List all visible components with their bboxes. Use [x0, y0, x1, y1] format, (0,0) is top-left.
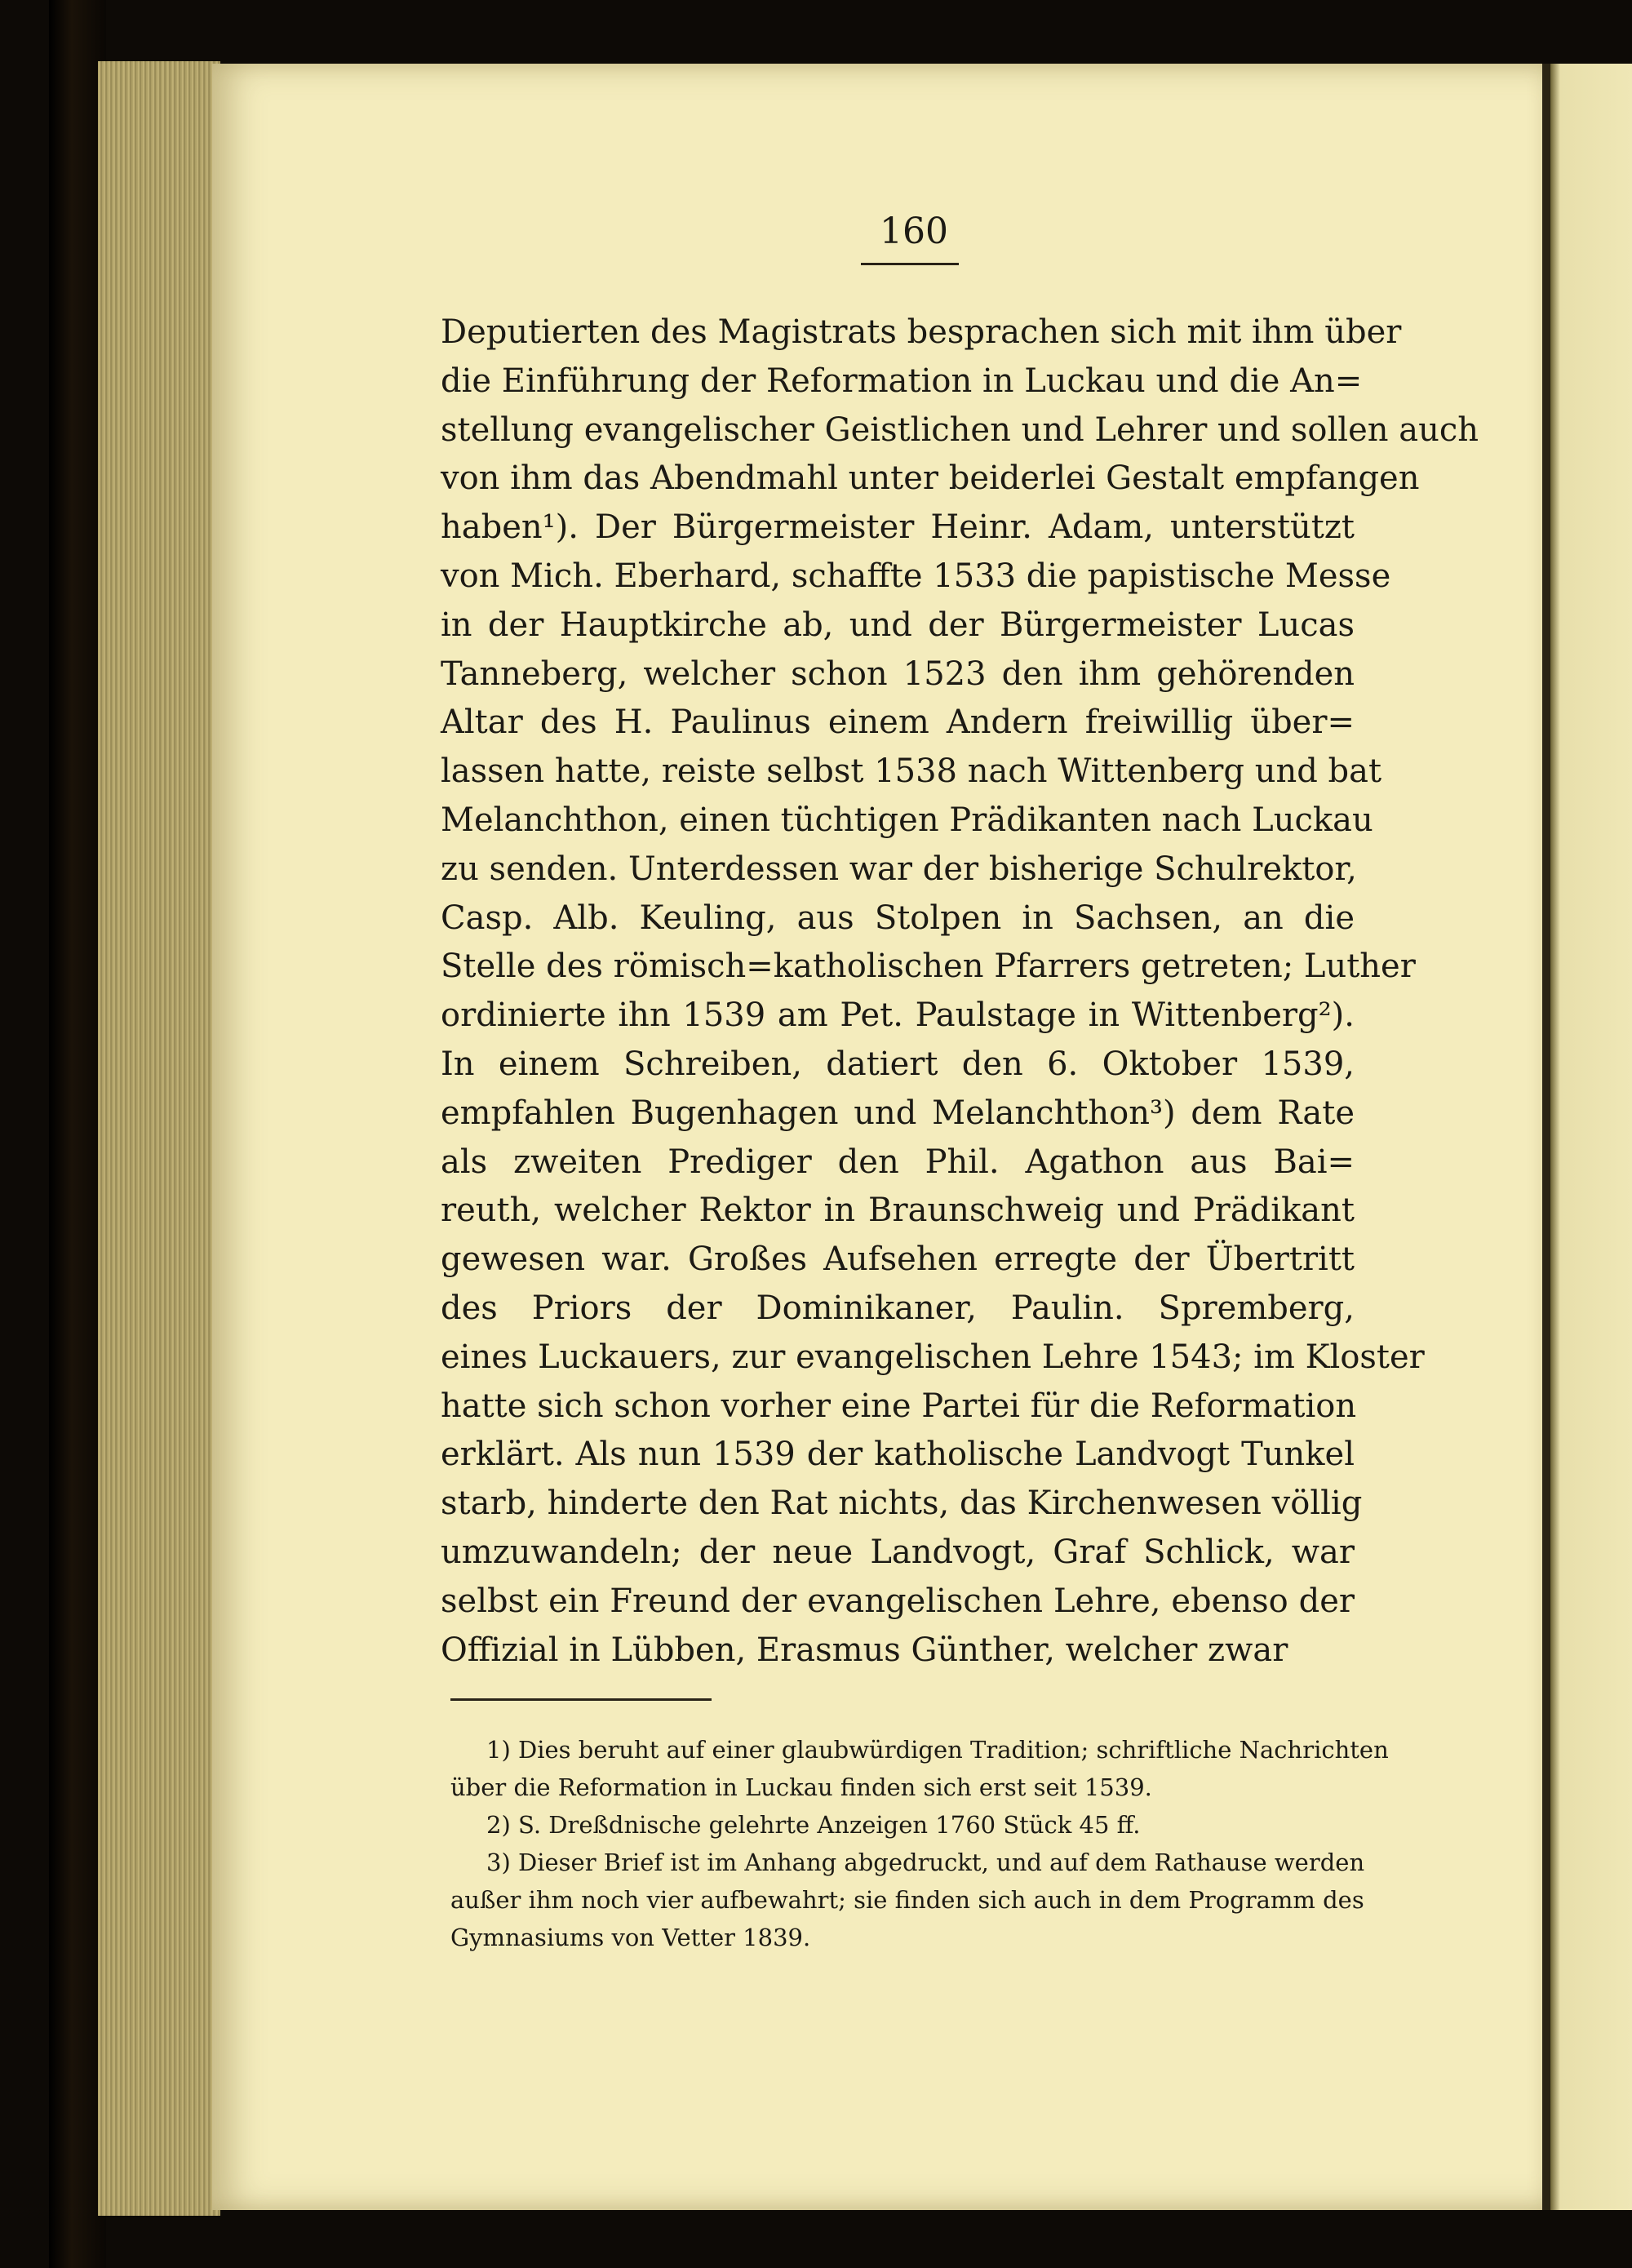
- text-line: Casp. Alb. Keuling, aus Stolpen in Sachsen, an die: [441, 899, 1355, 937]
- text-line: Altar des H. Paulinus einem Andern freiwillig über=: [441, 703, 1355, 742]
- footnote-line: außer ihm noch vier aufbewahrt; sie finden sich auch in dem Programm des: [450, 1886, 1364, 1914]
- footnote-rule: [450, 1698, 712, 1701]
- text-line: gewesen war. Großes Aufsehen erregte der Übertritt: [441, 1241, 1355, 1279]
- text-line: hatte sich schon vorher eine Partei für die Reformation: [441, 1387, 1357, 1425]
- footnotes: [450, 1731, 1389, 1956]
- text-line: haben¹). Der Bürgermeister Heinr. Adam, unterstützt: [441, 508, 1355, 547]
- text-line: selbst ein Freund der evangelischen Lehre, ebenso der: [441, 1582, 1355, 1620]
- text-line: von Mich. Eberhard, schaffte 1533 die papistische Messe: [441, 557, 1391, 595]
- footnote-line: 3) Dieser Brief ist im Anhang abgedruckt, und auf dem Rathause werden: [486, 1849, 1365, 1876]
- text-line: Deputierten des Magistrats besprachen sich mit ihm über: [441, 313, 1402, 351]
- footnote-line: über die Reformation in Luckau finden sich erst seit 1539.: [450, 1773, 1152, 1801]
- text-line: des Priors der Dominikaner, Paulin. Spremberg,: [441, 1289, 1355, 1327]
- text-line: von ihm das Abendmahl unter beiderlei Gestalt empfangen: [441, 459, 1420, 498]
- text-line: reuth, welcher Rektor in Braunschweig und Prädikant: [441, 1192, 1355, 1230]
- text-line: Stelle des römisch=katholischen Pfarrers getreten; Luther: [441, 948, 1416, 986]
- text-line: eines Luckauers, zur evangelischen Lehre 1543; im Kloster: [441, 1338, 1425, 1376]
- facing-page-edge: [1550, 64, 1632, 2210]
- page-number: 160: [880, 211, 948, 252]
- text-line: starb, hinderte den Rat nichts, das Kirchenwesen völlig: [441, 1485, 1363, 1523]
- text-line: empfahlen Bugenhagen und Melanchthon³) dem Rate: [441, 1094, 1355, 1132]
- text-line: umzuwandeln; der neue Landvogt, Graf Schlick, war: [441, 1533, 1355, 1571]
- body-text: [441, 308, 1479, 1675]
- text-line: in der Hauptkirche ab, und der Bürgermeister Lucas: [441, 606, 1355, 644]
- text-line: erklärt. Als nun 1539 der katholische Landvogt Tunkel: [441, 1436, 1355, 1474]
- footnote-2: [450, 1806, 1355, 1844]
- text-line: als zweiten Prediger den Phil. Agathon aus Bai=: [441, 1143, 1355, 1181]
- footnote-1: [450, 1731, 1389, 1806]
- text-line: die Einführung der Reformation in Luckau und die An=: [441, 362, 1363, 400]
- text-line: Tanneberg, welcher schon 1523 den ihm gehörenden: [441, 655, 1355, 693]
- text-line: zu senden. Unterdessen war der bisherige Schulrektor,: [441, 850, 1357, 888]
- footnote-line: 1) Dies beruht auf einer glaubwürdigen Tradition; schriftliche Nachrichten: [486, 1736, 1389, 1764]
- text-line: ordinierte ihn 1539 am Pet. Paulstage in Wittenberg²).: [441, 996, 1355, 1035]
- text-line: stellung evangelischer Geistlichen und Lehrer und sollen auch: [441, 411, 1479, 449]
- footnote-line: Gymnasiums von Vetter 1839.: [450, 1924, 811, 1951]
- text-line: In einem Schreiben, datiert den 6. Oktober 1539,: [441, 1045, 1355, 1083]
- footnote-3: [450, 1844, 1365, 1956]
- footnote-line: 2) S. Dreßdnische gelehrte Anzeigen 1760 Stück 45 ff.: [486, 1811, 1141, 1839]
- text-line: Offizial in Lübben, Erasmus Günther, welcher zwar: [441, 1631, 1288, 1669]
- text-line: lassen hatte, reiste selbst 1538 nach Wittenberg und bat: [441, 752, 1382, 791]
- page-edges: [98, 61, 220, 2216]
- text-line: Melanchthon, einen tüchtigen Prädikanten nach Luckau: [441, 801, 1373, 839]
- page-number-rule: [861, 263, 959, 265]
